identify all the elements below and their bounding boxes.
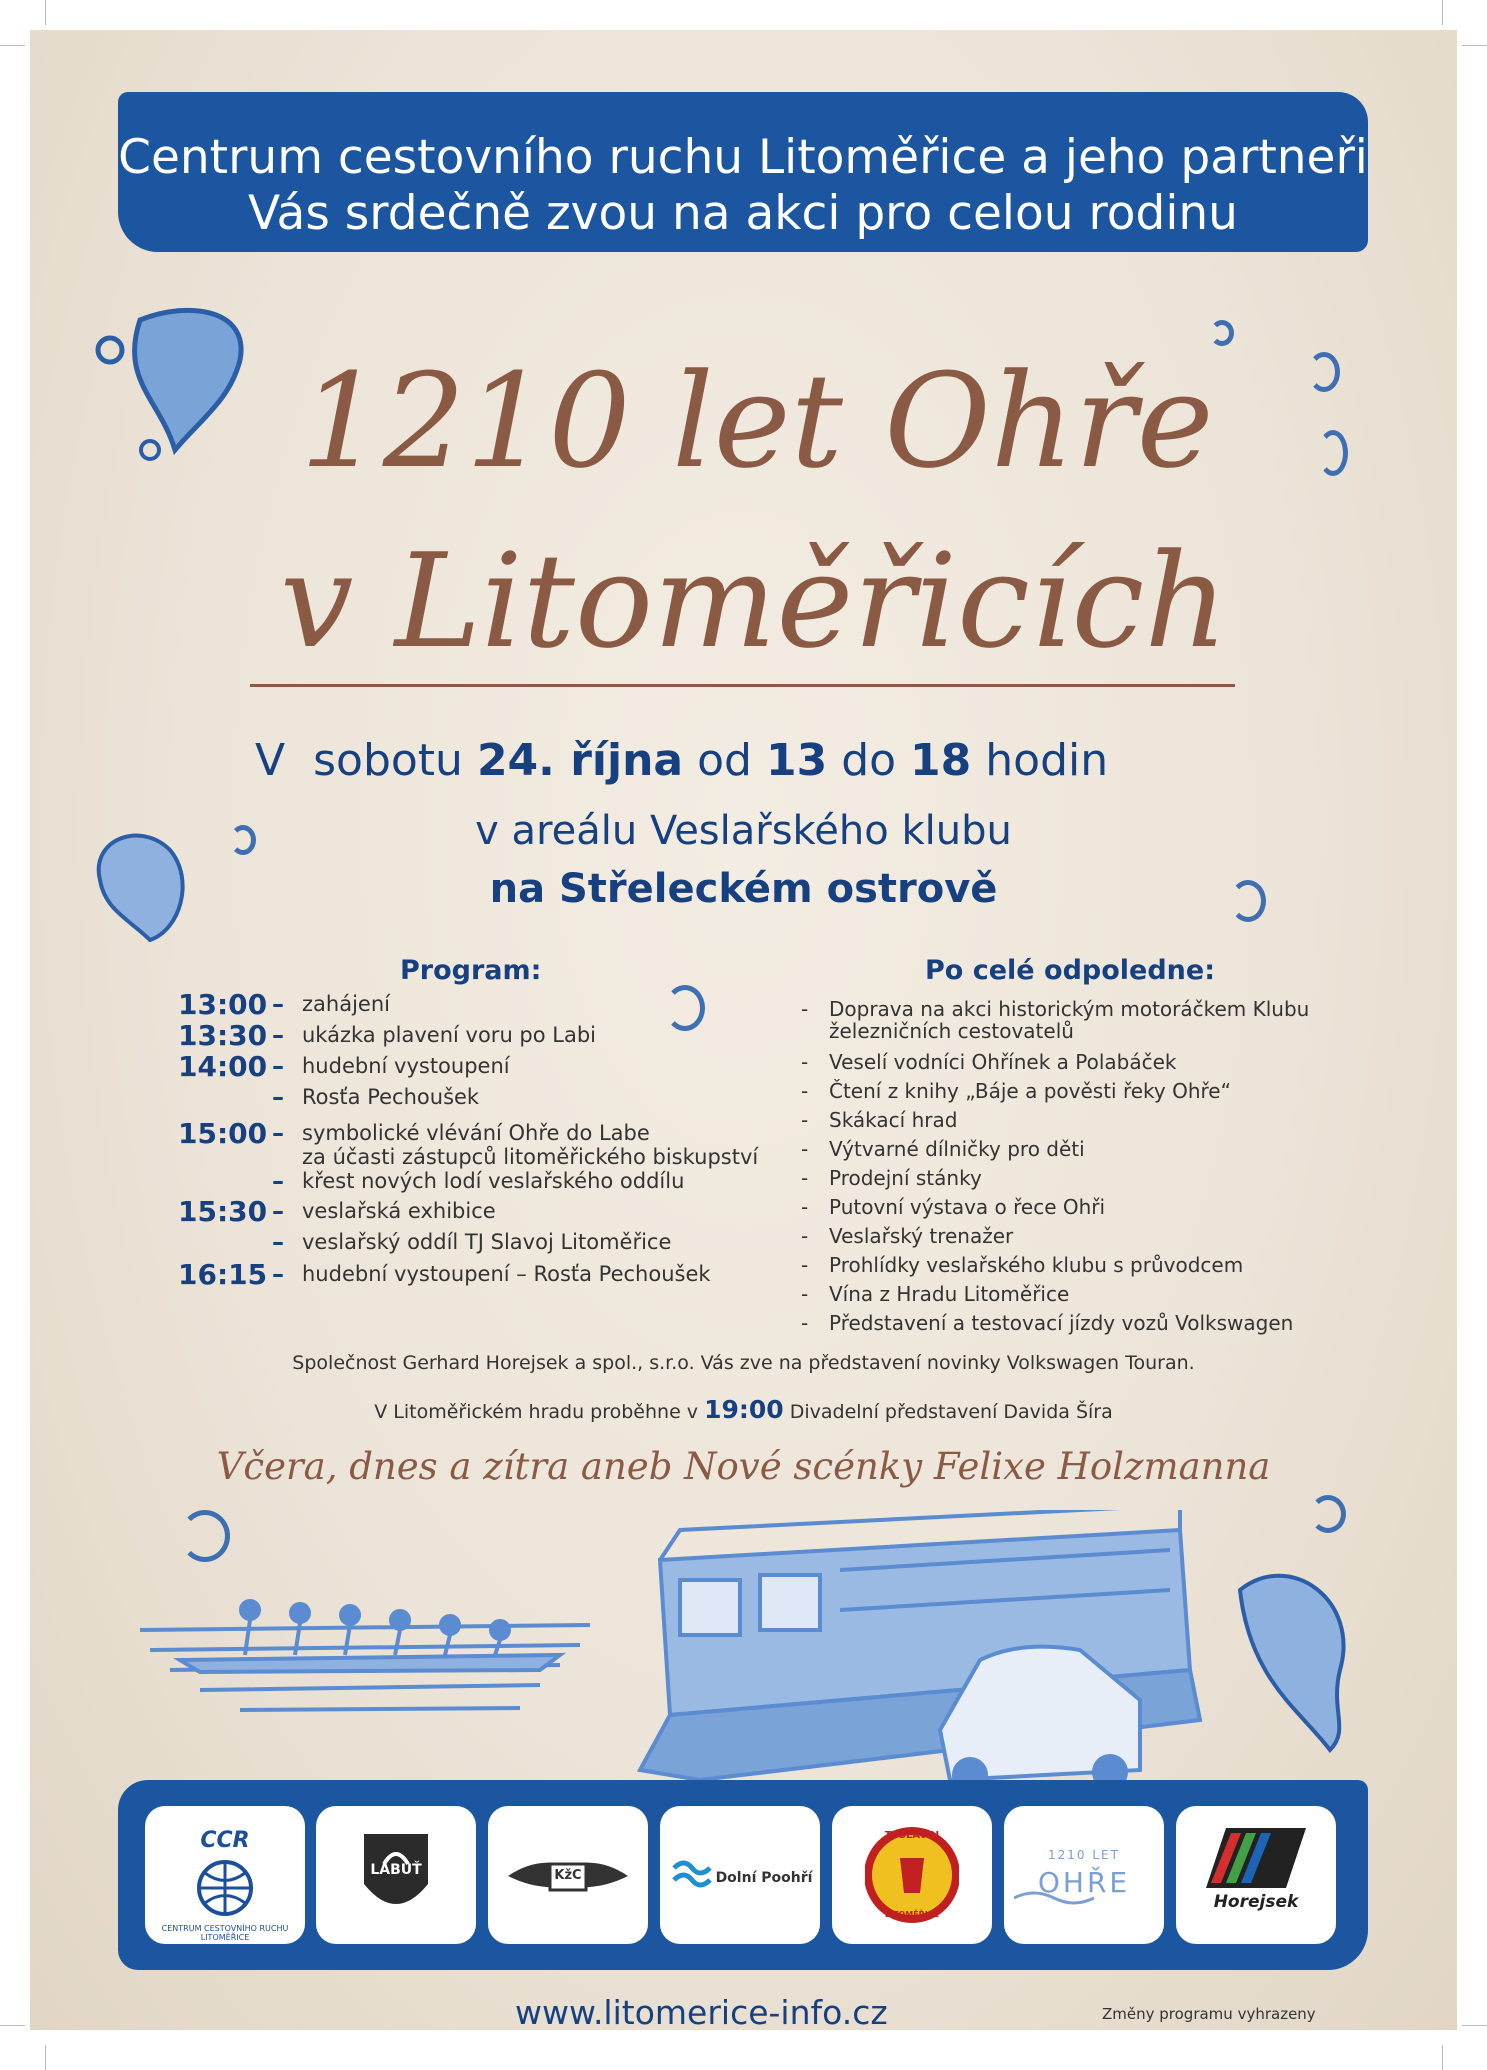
afternoon-item: Výtvarné dílničky pro děti [829,1137,1085,1161]
water-drop-icon [80,290,270,470]
water-drop-icon [1220,1560,1370,1760]
program-dash: – [272,1052,284,1080]
program-item-text: za účasti zástupců litoměřického biskupství [302,1145,759,1169]
title-underline [250,684,1235,687]
logo-ohre-main: OHŘE [1037,1866,1131,1899]
title-line-2: v Litoměřicích [280,525,1229,677]
logo-1210-ohre [1004,1806,1164,1944]
crop-mark [1462,2025,1487,2026]
program-dash: – [272,1083,284,1111]
bubble-icon [1310,1495,1346,1533]
date-to: 18 [910,735,972,786]
afternoon-dash: - [801,1050,809,1074]
bubble-icon [1308,352,1340,392]
logo-dolni-text: Dolní Poohří [715,1870,813,1886]
theatre-note [0,1395,1487,1424]
program-time: 15:30 [178,1195,268,1228]
program-item-text: ukázka plavení voru po Labi [302,1023,597,1047]
logo-slavoj-text: TJ SLAVOJ [884,1830,940,1841]
afternoon-item: Skákací hrad [829,1108,958,1132]
afternoon-item: Čtení z knihy „Báje a pověsti řeky Ohře“ [829,1079,1231,1103]
wave-icon [1014,1888,1094,1908]
theatre-suffix: Divadelní představení Davida Šíra [789,1401,1113,1423]
date-day: sobotu [313,735,463,786]
afternoon-dash: - [801,1195,809,1219]
website-link[interactable]: www.litomerice-info.cz [515,1993,888,2032]
afternoon-dash: - [801,1108,809,1132]
crop-mark [1462,45,1487,46]
afternoon-item: Doprava na akci historickým motoráčkem Klubu [829,997,1310,1021]
globe-icon [195,1858,255,1918]
bubble-icon [1318,430,1348,476]
program-time: 15:00 [178,1117,268,1150]
afternoon-item: Veselí vodníci Ohřínek a Polabáček [829,1050,1177,1074]
logo-labut-text: LABUŤ [370,1862,422,1878]
logo-slavoj-sub: LITOMĚŘICE [884,1910,940,1919]
crop-mark [45,2045,46,2070]
crop-mark [1442,0,1443,25]
title-line-1: 1210 let Ohře [300,345,1214,497]
play-title: Včera, dnes a zítra aneb Nové scénky Felixe Holzmanna [216,1445,1271,1488]
afternoon-dash: - [801,1253,809,1277]
program-item-text: zahájení [302,992,390,1016]
logo-horejsek-text: Horejsek [1213,1892,1299,1912]
program-dash: – [272,1021,284,1049]
afternoon-dash: - [801,997,809,1021]
crop-mark [45,0,46,25]
event-date [255,735,1108,786]
afternoon-dash: - [801,1079,809,1103]
date-prefix: V [255,735,286,786]
afternoon-item: Vína z Hradu Litoměřice [829,1282,1070,1306]
logo-labut [316,1806,476,1944]
date-value: 24. října [476,735,684,786]
boat-train-car-illustration [140,1510,1220,1800]
program-item-text: hudební vystoupení – Rosťa Pechoušek [302,1262,711,1286]
date-from: 13 [765,735,828,786]
program-time: 13:00 [178,988,268,1021]
logo-slavoj [832,1806,992,1944]
program-heading: Program: [400,955,542,986]
program-dash: – [272,1228,284,1256]
program-item-text: Rosťa Pechoušek [302,1085,480,1109]
program-dash: – [272,1167,284,1195]
date-unit: hodin [985,735,1109,786]
logo-kzc-text: KžC [554,1868,582,1883]
banner-line-2: Vás srdečně zvou na akci pro celou rodinu [248,186,1238,241]
invitation-banner [118,92,1368,252]
banner-line-1: Centrum cestovního ruchu Litoměřice a jeho partneři [118,130,1368,185]
logo-kzc [488,1806,648,1944]
afternoon-item: Prodejní stánky [829,1166,982,1190]
afternoon-dash: - [801,1282,809,1306]
logo-horejsek [1176,1806,1336,1944]
logo-ccr-ring: CENTRUM CESTOVNÍHO RUCHU LITOMĚŘICE [161,1924,289,1942]
afternoon-item: železničních cestovatelů [829,1019,1074,1043]
theatre-prefix: V Litoměřickém hradu proběhne v [374,1401,699,1423]
date-to-word: do [841,735,897,786]
logo-ccr [145,1806,305,1944]
theatre-time: 19:00 [704,1395,784,1424]
afternoon-item: Prohlídky veslařského klubu s průvodcem [829,1253,1244,1277]
bubble-icon [1210,320,1234,346]
logo-dolni-poohri [660,1806,820,1944]
afternoon-dash: - [801,1137,809,1161]
place-line-2: na Střeleckém ostrově [489,866,998,912]
crop-mark [1442,2045,1443,2070]
afternoon-dash: - [801,1224,809,1248]
afternoon-heading: Po celé odpoledne: [925,955,1215,986]
program-item-text: veslařská exhibice [302,1199,496,1223]
afternoon-item: Představení a testovací jízdy vozů Volkswagen [829,1311,1294,1335]
program-time: 13:30 [178,1019,268,1052]
program-dash: – [272,1260,284,1288]
afternoon-item: Veslařský trenažer [829,1224,1014,1248]
vw-note: Společnost Gerhard Horejsek a spol., s.r.o. Vás zve na představení novinky Volkswagen Touran. [292,1352,1195,1374]
program-dash: – [272,1119,284,1147]
afternoon-dash: - [801,1311,809,1335]
place-line-1: v areálu Veslařského klubu [475,808,1012,854]
afternoon-dash: - [801,1166,809,1190]
program-item-text: symbolické vlévání Ohře do Labe [302,1121,650,1145]
disclaimer: Změny programu vyhrazeny [1102,2005,1316,2023]
program-item-text: veslařský oddíl TJ Slavoj Litoměřice [302,1230,672,1254]
logo-ohre-top: 1210 LET [1048,1848,1120,1862]
crop-mark [0,2025,25,2026]
afternoon-item: Putovní výstava o řece Ohři [829,1195,1106,1219]
date-from-word: od [697,735,752,786]
crop-mark [0,45,25,46]
program-time: 16:15 [178,1258,268,1291]
program-item-text: křest nových lodí veslařského oddílu [302,1169,685,1193]
program-dash: – [272,1197,284,1225]
program-item-text: hudební vystoupení [302,1054,510,1078]
program-time: 14:00 [178,1050,268,1083]
logo-ccr-text: CCR [200,1828,250,1853]
program-dash: – [272,990,284,1018]
bubble-icon [665,985,705,1031]
